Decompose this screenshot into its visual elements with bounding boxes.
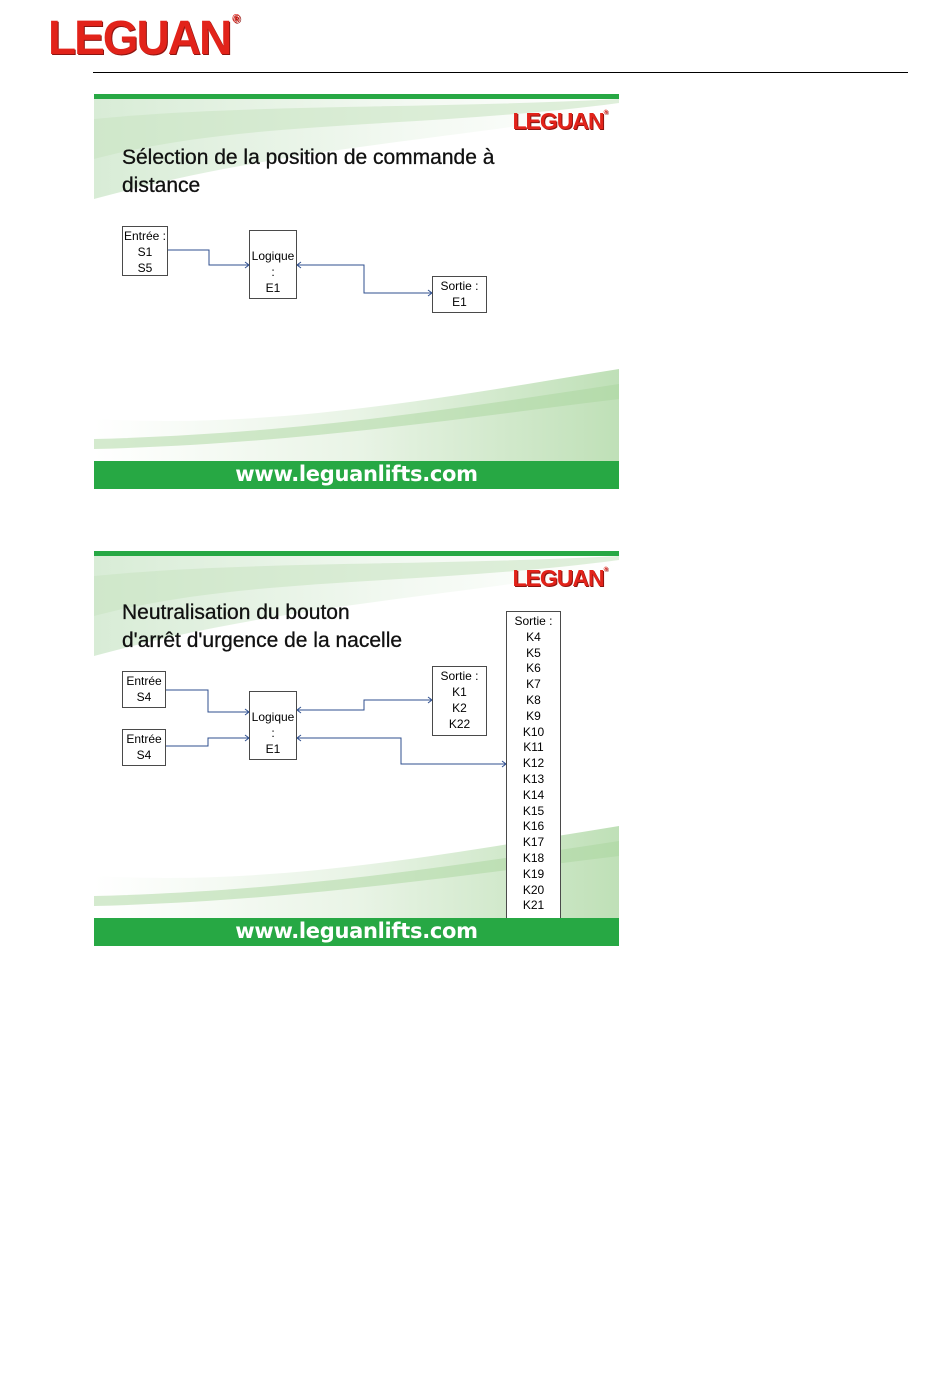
slide-footer: www.leguanlifts.com [94,461,619,489]
slide-logo-registered-mark: ® [603,567,608,573]
input-box-2: Entrée S4 [122,729,166,766]
page-logo-text: LEGUAN [48,9,231,65]
logic-box: Logique : E1 [249,691,297,760]
slide-1 [94,94,619,489]
slide-title: Sélection de la position de commande à distance [122,146,495,197]
logic-box: Logique : E1 [249,230,297,299]
output-box-1: Sortie : K1 K2 K22 [432,666,487,736]
input-box: Entrée : S1 S5 [122,226,168,276]
input-box-1: Entrée S4 [122,671,166,708]
output-box: Sortie : E1 [432,276,487,313]
slide-logo [512,565,608,592]
slide-title: Neutralisation du bouton d'arrêt d'urgence de la nacelle [122,601,403,652]
slide-logo-text: LEGUAN [512,108,604,134]
slide-logo [512,108,608,135]
page-logo [48,9,240,66]
slide-logo-registered-mark: ® [603,110,608,116]
output-box-2: Sortie : K4 K5 K6 K7 K8 K9 K10 K11 K12 K13 K14 K15 K16 K17 K18 K19 K20 K21 [506,611,561,920]
slide-2 [94,551,619,946]
registered-mark: ® [232,12,241,26]
slide-footer: www.leguanlifts.com [94,918,619,946]
slide-logo-text: LEGUAN [512,565,604,591]
header-rule [93,72,908,73]
